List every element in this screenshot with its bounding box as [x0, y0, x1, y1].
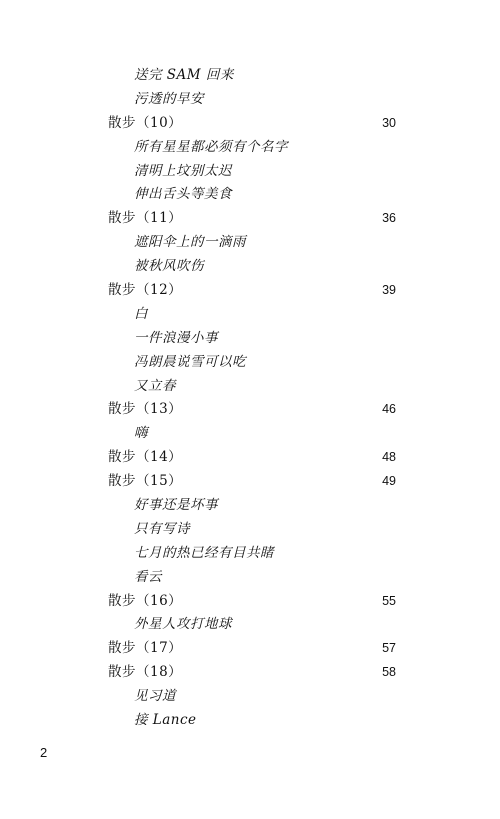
toc-entry-title: 只有写诗 — [134, 520, 190, 537]
toc-entry-title: 散步（15） — [108, 473, 183, 490]
toc-sub-entry — [0, 613, 500, 637]
toc-entry-title: 接 Lance — [134, 712, 197, 729]
toc-sub-entry — [0, 518, 500, 542]
toc-entry-title: 嗨 — [134, 425, 148, 442]
toc-chapter-entry — [0, 637, 500, 661]
toc-entry-page-number: 48 — [382, 450, 396, 465]
toc-entry-title: 散步（18） — [108, 664, 183, 681]
toc-entry-title: 被秋风吹伤 — [134, 258, 204, 275]
toc-entry-title: 清明上坟别太迟 — [134, 162, 232, 179]
toc-entry-title: 散步（17） — [108, 640, 183, 657]
toc-entry-title: 看云 — [134, 568, 162, 585]
toc-entry-title: 好事还是坏事 — [134, 497, 218, 514]
toc-entry-page-number: 30 — [382, 115, 396, 130]
toc-entry-title: 散步（11） — [108, 210, 183, 227]
toc-sub-entry — [0, 136, 500, 160]
toc-chapter-entry — [0, 112, 500, 136]
toc-entry-title: 一件浪漫小事 — [134, 329, 218, 346]
toc-entry-title: 冯朗晨说雪可以吃 — [134, 353, 246, 370]
toc-chapter-entry — [0, 446, 500, 470]
table-of-contents — [0, 64, 500, 733]
toc-sub-entry — [0, 64, 500, 88]
toc-entry-title: 散步（14） — [108, 449, 183, 466]
toc-chapter-entry — [0, 590, 500, 614]
toc-sub-entry — [0, 183, 500, 207]
toc-entry-title: 污透的早安 — [134, 90, 204, 107]
toc-chapter-entry — [0, 398, 500, 422]
toc-entry-page-number: 49 — [382, 474, 396, 489]
toc-entry-title: 所有星星都必须有个名字 — [134, 138, 288, 155]
toc-sub-entry — [0, 542, 500, 566]
toc-chapter-entry — [0, 279, 500, 303]
toc-entry-page-number: 39 — [382, 283, 396, 298]
toc-entry-title: 送完 SAM 回来 — [134, 67, 234, 83]
toc-sub-entry — [0, 303, 500, 327]
toc-entry-page-number: 36 — [382, 211, 396, 226]
toc-entry-title: 又立春 — [134, 377, 176, 394]
toc-entry-title: 散步（12） — [108, 282, 183, 299]
toc-entry-page-number: 55 — [382, 593, 396, 608]
toc-entry-title: 七月的热已经有目共睹 — [134, 544, 274, 561]
toc-sub-entry — [0, 255, 500, 279]
toc-sub-entry — [0, 351, 500, 375]
toc-sub-entry — [0, 685, 500, 709]
toc-chapter-entry — [0, 470, 500, 494]
toc-entry-page-number: 57 — [382, 641, 396, 656]
toc-entry-page-number: 58 — [382, 665, 396, 680]
page-number: 2 — [40, 745, 48, 760]
toc-chapter-entry — [0, 207, 500, 231]
toc-entry-title: 散步（10） — [108, 114, 183, 131]
toc-sub-entry — [0, 709, 500, 733]
toc-entry-title: 见习道 — [134, 688, 176, 705]
toc-sub-entry — [0, 422, 500, 446]
toc-entry-title: 散步（13） — [108, 401, 183, 418]
toc-entry-title: 散步（16） — [108, 592, 183, 609]
toc-sub-entry — [0, 327, 500, 351]
toc-sub-entry — [0, 160, 500, 184]
toc-entry-title: 伸出舌头等美食 — [134, 186, 232, 203]
toc-entry-title: 外星人攻打地球 — [134, 616, 232, 633]
toc-entry-title: 遮阳伞上的一滴雨 — [134, 234, 246, 251]
toc-chapter-entry — [0, 661, 500, 685]
toc-entry-title: 白 — [134, 305, 148, 322]
toc-sub-entry — [0, 566, 500, 590]
toc-sub-entry — [0, 375, 500, 399]
toc-sub-entry — [0, 494, 500, 518]
toc-entry-page-number: 46 — [382, 402, 396, 417]
toc-sub-entry — [0, 231, 500, 255]
toc-sub-entry — [0, 88, 500, 112]
